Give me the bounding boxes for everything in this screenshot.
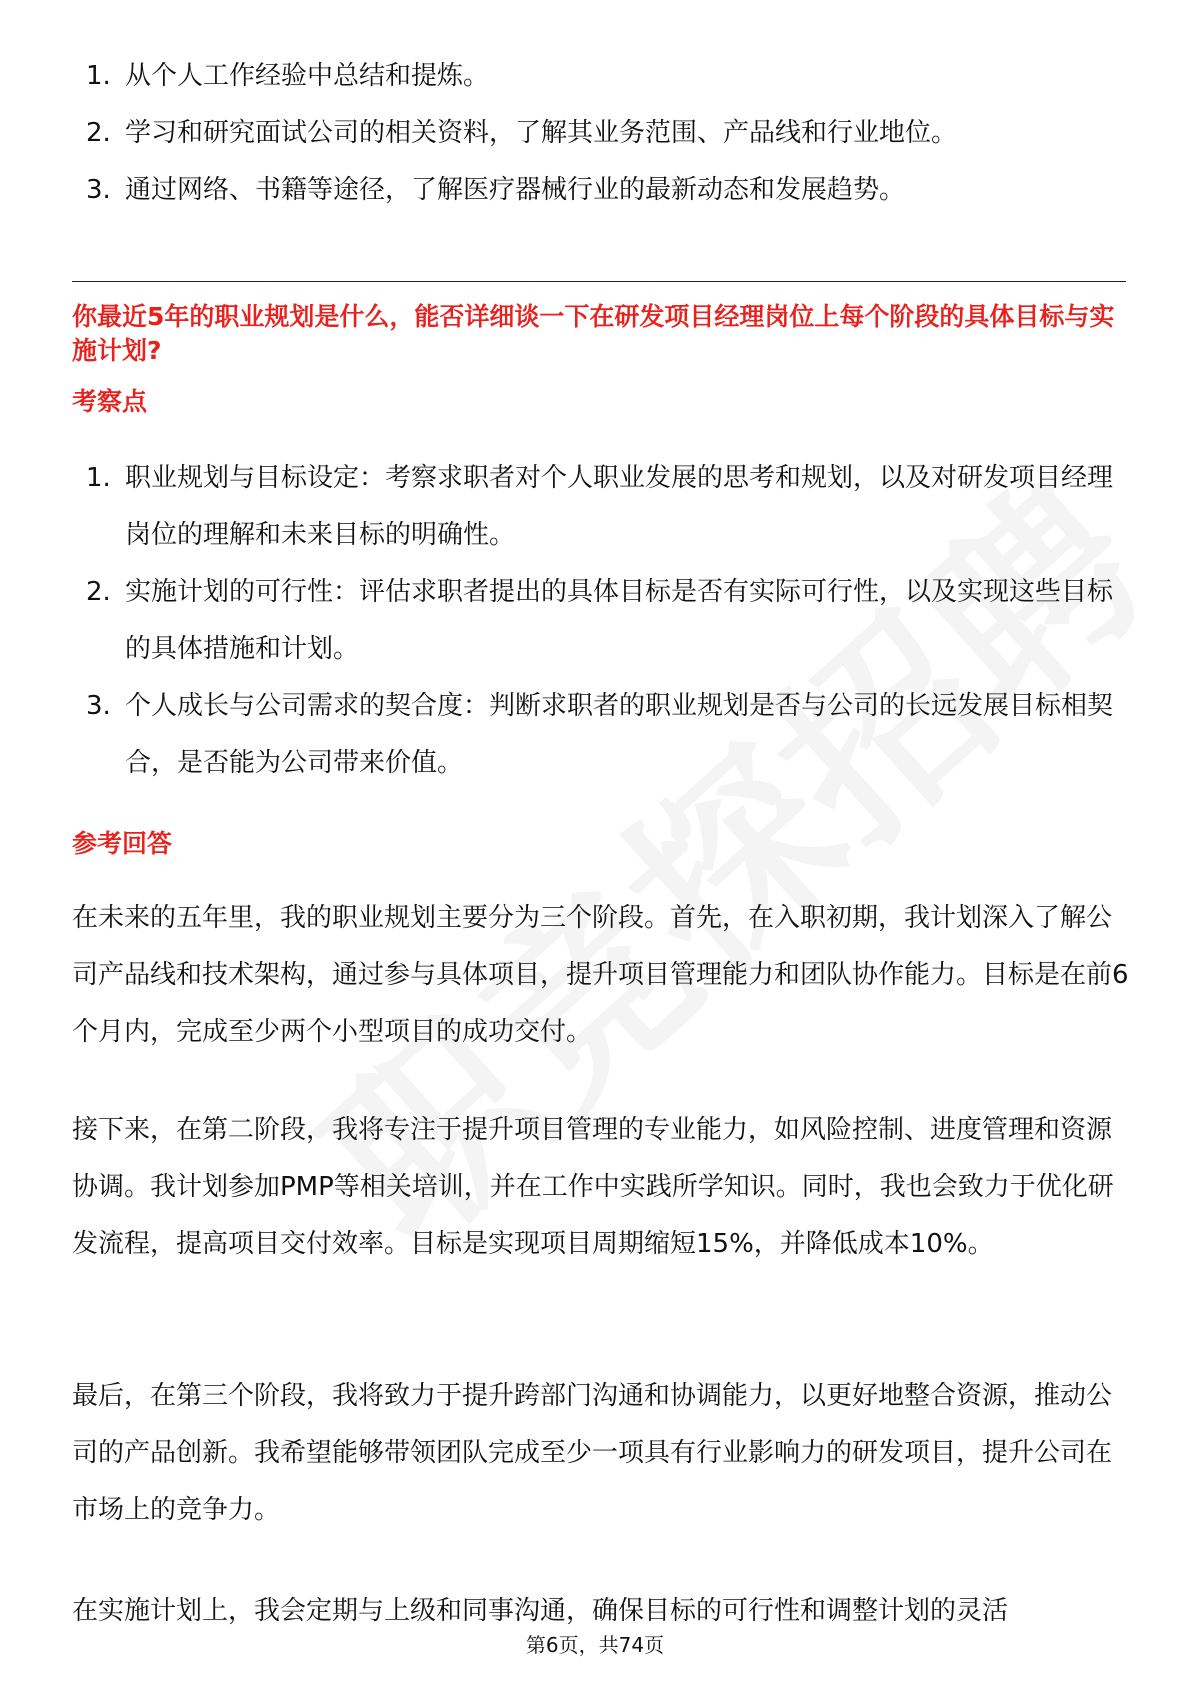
page-number: 第6页，共74页	[525, 1633, 665, 1657]
answer-paragraph: 在实施计划上，我会定期与上级和同事沟通，确保目标的可行性和调整计划的灵活	[72, 1596, 1009, 1626]
prep-list	[0, 48, 1190, 219]
list-text: 通过网络、书籍等途径，了解医疗器械行业的最新动态和发展趋势。	[125, 175, 906, 205]
answer-paragraph: 在未来的五年里，我的职业规划主要分为三个阶段。首先，在入职初期，我计划深入了解公司产品线和技术架构，通过参与具体项目，提升项目管理能力和团队协作能力。目标是在前6个月内，完成至少两个小型项目的成功交付。	[72, 903, 1129, 1047]
list-item	[0, 105, 1190, 162]
list-item	[0, 450, 1190, 564]
answer-paragraph: 最后，在第三个阶段，我将致力于提升跨部门沟通和协调能力，以更好地整合资源，推动公司的产品创新。我希望能够带领团队完成至少一项具有行业影响力的研发项目，提升公司在市场上的竞争力。	[72, 1381, 1113, 1525]
list-text: 职业规划与目标设定：考察求职者对个人职业发展的思考和规划，以及对研发项目经理岗位的理解和未来目标的明确性。	[125, 463, 1114, 550]
list-number: 1.	[86, 463, 111, 493]
list-text: 实施计划的可行性：评估求职者提出的具体目标是否有实际可行性，以及实现这些目标的具体措施和计划。	[125, 577, 1114, 664]
list-text: 个人成长与公司需求的契合度：判断求职者的职业规划是否与公司的长远发展目标相契合，是否能为公司带来价值。	[125, 691, 1114, 778]
list-item	[0, 678, 1190, 792]
list-item	[0, 564, 1190, 678]
answer-title: 参考回答	[72, 829, 173, 858]
focus-list	[0, 450, 1190, 792]
list-number: 1.	[86, 61, 111, 91]
list-number: 3.	[86, 691, 111, 721]
section-divider	[72, 281, 1126, 282]
list-number: 2.	[86, 118, 111, 148]
focus-title: 考察点	[72, 387, 148, 416]
list-item	[0, 162, 1190, 219]
question-heading: 你最近5年的职业规划是什么，能否详细谈一下在研发项目经理岗位上每个阶段的具体目标与实施计划?	[72, 302, 1115, 365]
list-item	[0, 48, 1190, 105]
list-text: 学习和研究面试公司的相关资料，了解其业务范围、产品线和行业地位。	[125, 118, 958, 148]
answer-paragraph: 接下来，在第二阶段，我将专注于提升项目管理的专业能力，如风险控制、进度管理和资源协调。我计划参加PMP等相关培训，并在工作中实践所学知识。同时，我也会致力于优化研发流程，提高项目交付效率。目标是实现项目周期缩短15%，并降低成本10%。	[72, 1115, 1114, 1259]
list-number: 3.	[86, 175, 111, 205]
list-text: 从个人工作经验中总结和提炼。	[125, 61, 490, 91]
list-number: 2.	[86, 577, 111, 607]
